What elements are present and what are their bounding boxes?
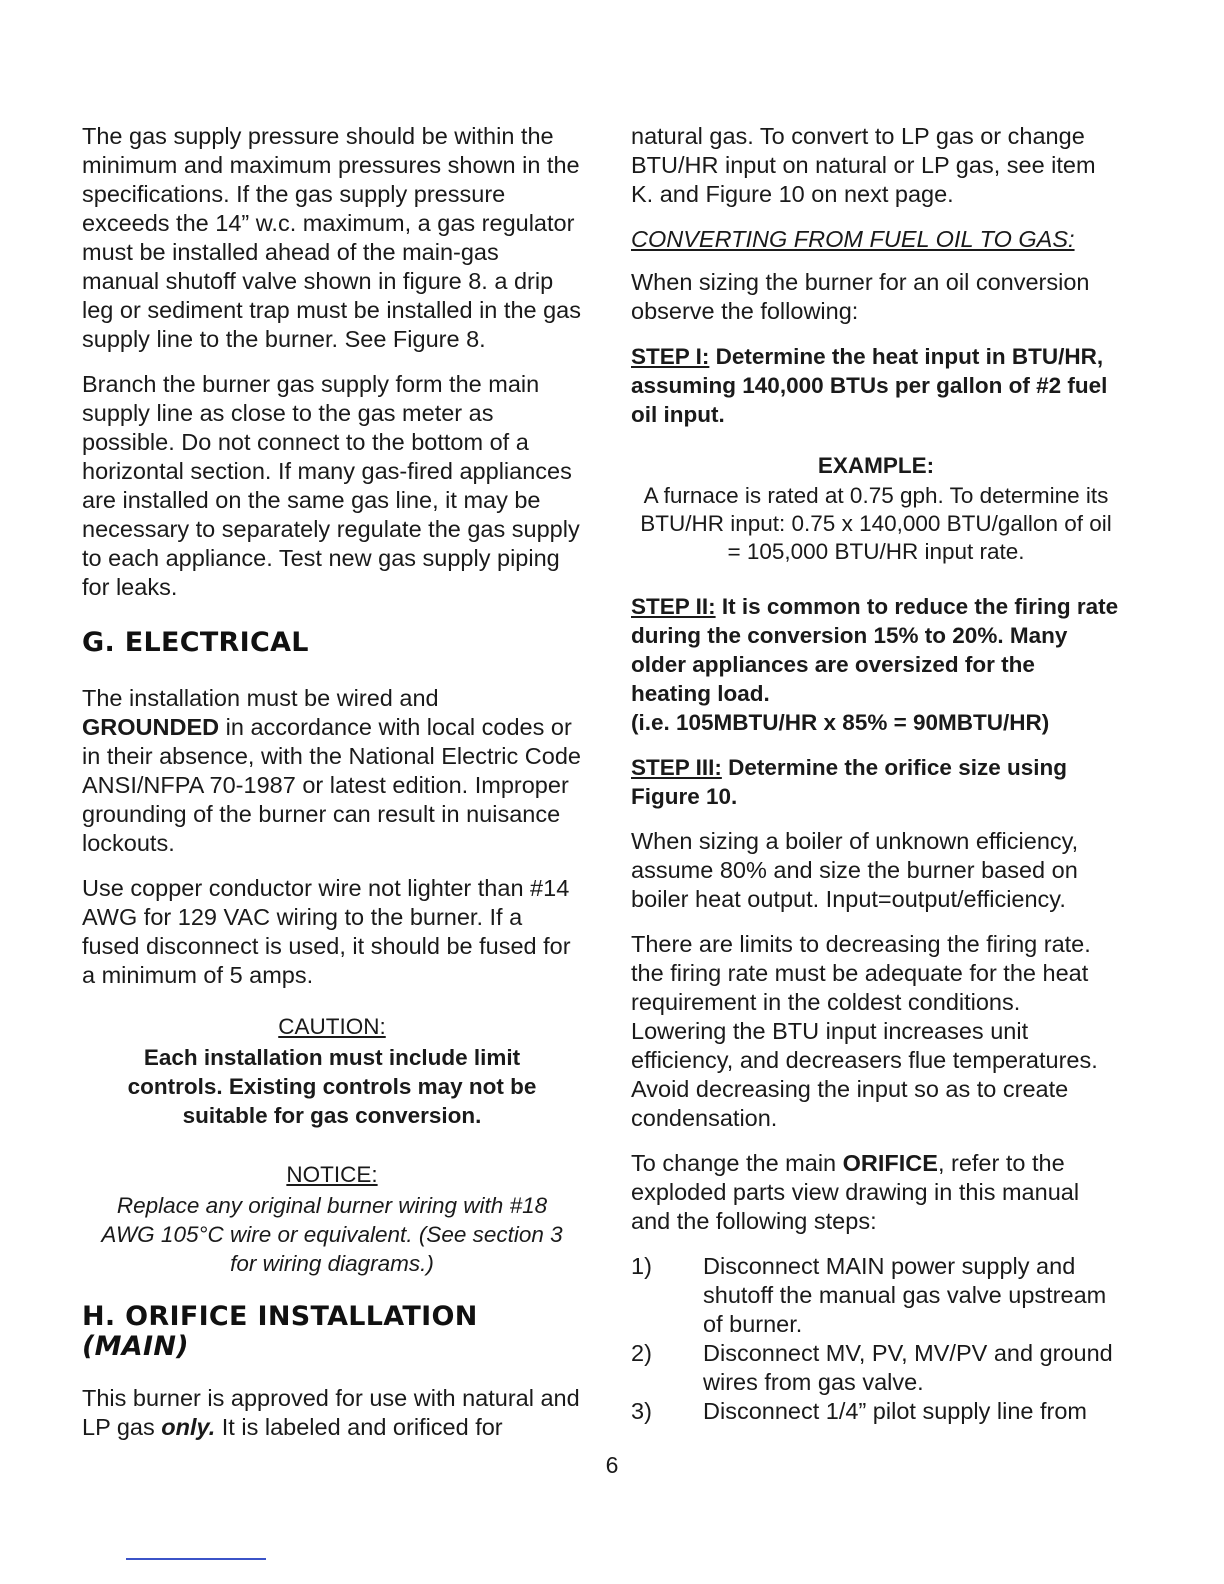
approved-text-before: This burner is approved for use with natural and LP gas [82, 1385, 580, 1440]
step-2-formula: (i.e. 105MBTU/HR x 85% = 90MBTU/HR) [631, 710, 1050, 735]
gas-pressure-paragraph: The gas supply pressure should be within the minimum and maximum pressures shown in the specifications. If the gas supply pressure exceeds the 14” w.c. maximum, a gas regulator must be installed ahead of the main-gas manual shutoff valve shown in figure 8. a drip leg or sediment trap must be installed in the gas supply line to the burner. See Figure 8. [82, 123, 581, 352]
step-text: Disconnect 1/4” pilot supply line from [703, 1398, 1088, 1424]
step-number: 3) [631, 1398, 652, 1424]
notice-body: Replace any original burner wiring with #18 AWG 105°C wire or equivalent. (See section 3 for wiring diagrams.) [101, 1193, 563, 1276]
electrical-heading: G. ELECTRICAL [82, 627, 309, 658]
page-number: 6 [605, 1452, 619, 1478]
left-column [82, 122, 582, 1458]
step-number: 2) [631, 1340, 652, 1366]
firing-rate-limits-paragraph: There are limits to decreasing the firing rate. the firing rate must be adequate for the heat requirement in the coldest conditions. Lowering the BTU input increases unit efficiency, and decreasers flue temperatures. Avoid decreasing the input so as to create condensation. [631, 931, 1098, 1131]
change-orifice-paragraph [631, 1149, 1121, 1236]
step-number: 1) [631, 1253, 652, 1279]
step-1 [631, 342, 1121, 429]
grounded-emphasis: GROUNDED [82, 714, 220, 740]
grounding-text-before: The installation must be wired and [82, 685, 439, 711]
example-block [631, 451, 1121, 566]
step-text: Disconnect MAIN power supply and shutoff the manual gas valve upstream of burner. [703, 1253, 1107, 1337]
list-item [631, 1339, 1121, 1397]
sizing-oil-paragraph: When sizing the burner for an oil conversion observe the following: [631, 269, 1090, 324]
notice-block [82, 1160, 582, 1278]
orifice-heading-line1: H. ORIFICE INSTALLATION [82, 1301, 478, 1332]
step-3-text: Determine the orifice size using Figure 10. [631, 755, 1067, 809]
step-1-label: STEP I: [631, 344, 710, 369]
example-body: A furnace is rated at 0.75 gph. To determine its BTU/HR input: 0.75 x 140,000 BTU/gallon of oil = 105,000 BTU/HR input rate. [640, 483, 1112, 564]
grounding-text-after: in accordance with local codes or in their absence, with the National Electric Code ANSI/NFPA 70-1987 or latest edition. Improper grounding of the burner can result in nuisance lockouts. [82, 714, 581, 856]
step-3 [631, 753, 1121, 811]
lp-conversion-paragraph: natural gas. To convert to LP gas or change BTU/HR input on natural or LP gas, see item K. and Figure 10 on next page. [631, 123, 1096, 207]
copper-wire-paragraph: Use copper conductor wire not lighter than #14 AWG for 129 VAC wiring to the burner. If a fused disconnect is used, it should be fused for a minimum of 5 amps. [82, 875, 571, 988]
caution-title: CAUTION: [278, 1014, 386, 1039]
orifice-heading-line2: (MAIN) [82, 1331, 189, 1362]
step-2-label: STEP II: [631, 594, 716, 619]
step-2 [631, 592, 1121, 737]
grounding-paragraph [82, 684, 582, 858]
branch-supply-paragraph: Branch the burner gas supply form the main supply line as close to the gas meter as possible. Do not connect to the bottom of a horizontal section. If many gas-fired appliances are installed on the same gas line, it may be necessary to separately regulate the gas supply to each appliance. Test new gas supply piping for leaks. [82, 371, 580, 600]
converting-fuel-oil-title: CONVERTING FROM FUEL OIL TO GAS: [631, 226, 1075, 252]
change-orifice-after: , refer to the exploded parts view drawing in this manual and the following steps: [631, 1150, 1080, 1234]
notice-title: NOTICE: [286, 1162, 378, 1187]
example-title: EXAMPLE: [817, 453, 935, 478]
step-3-label: STEP III: [631, 755, 722, 780]
approved-text-after: It is labeled and orificed for [221, 1414, 503, 1440]
approved-gas-paragraph [82, 1384, 582, 1442]
unknown-efficiency-paragraph: When sizing a boiler of unknown efficiency, assume 80% and size the burner based on boiler heat output. Input=output/efficiency. [631, 828, 1079, 912]
orifice-steps-list [631, 1252, 1121, 1426]
list-item [631, 1252, 1121, 1339]
orifice-emphasis: ORIFICE [842, 1150, 938, 1176]
bottom-edge-line [126, 1558, 266, 1560]
caution-block [82, 1012, 582, 1130]
step-2-text: It is common to reduce the firing rate during the conversion 15% to 20%. Many older appliances are oversized for the heating load. [631, 594, 1119, 706]
caution-body: Each installation must include limit controls. Existing controls may not be suitable for gas conversion. [127, 1045, 537, 1128]
step-1-text: Determine the heat input in BTU/HR, assuming 140,000 BTUs per gallon of #2 fuel oil input. [631, 344, 1108, 427]
right-column [631, 122, 1121, 1426]
orifice-installation-heading [82, 1302, 582, 1362]
step-text: Disconnect MV, PV, MV/PV and ground wires from gas valve. [703, 1340, 1113, 1395]
change-orifice-before: To change the main [631, 1150, 837, 1176]
only-emphasis: only. [161, 1414, 216, 1440]
list-item [631, 1397, 1121, 1426]
